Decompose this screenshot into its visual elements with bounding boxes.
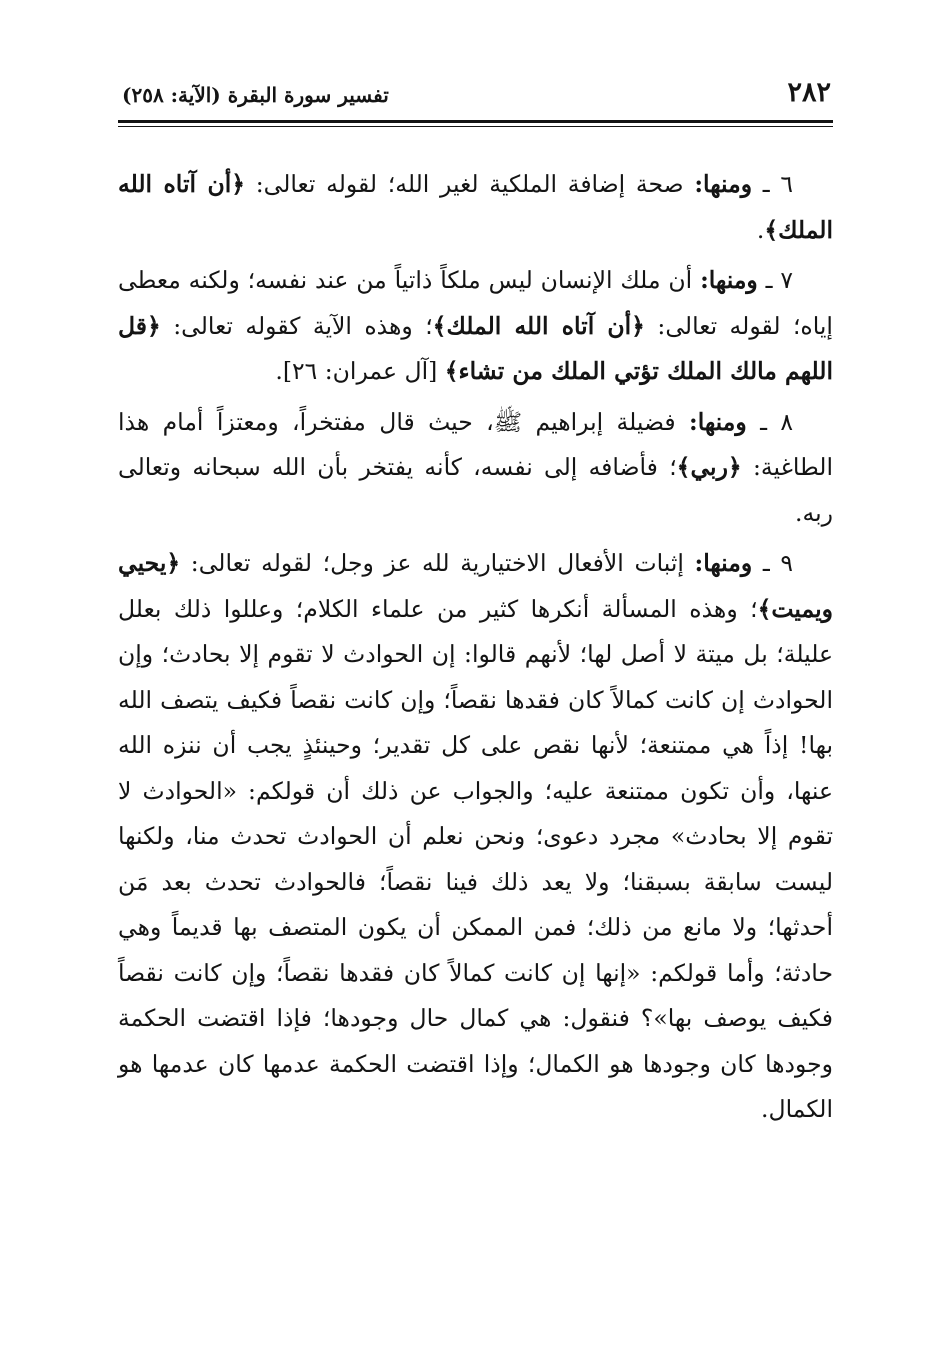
paragraph-text: . bbox=[756, 215, 765, 244]
quran-quote: ﴿ربي﴾ bbox=[676, 453, 742, 481]
paragraph-9 bbox=[118, 541, 833, 1133]
paragraph-lead: ومنها: bbox=[694, 549, 753, 577]
paragraph-8 bbox=[118, 400, 833, 537]
paragraph-text: فضيلة إبراهيم ﷺ، حيث قال مفتخراً، ومعتزاً أمام هذا الطاغية: bbox=[118, 407, 833, 481]
page-number: ٢٨٢ bbox=[787, 77, 831, 108]
paragraph-6 bbox=[118, 162, 833, 253]
paragraph-text: أن ملك الإنسان ليس ملكاً ذاتياً من عند نفسه؛ ولكنه معطى إياه؛ لقوله تعالى: bbox=[118, 266, 833, 340]
quran-quote: ﴿قل اللهم مالك الملك تؤتي الملك من تشاء﴾ bbox=[118, 311, 833, 385]
paragraph-text: ؛ وهذه الآية كقوله تعالى: bbox=[173, 311, 433, 340]
header-rule-secondary bbox=[118, 126, 833, 127]
paragraph-text: إثبات الأفعال الاختيارية لله عز وجل؛ لقوله تعالى: bbox=[190, 549, 684, 577]
paragraph-lead: ومنها: bbox=[694, 170, 753, 198]
paragraph-text: ؛ وهذه المسألة أنكرها كثير من علماء الكلام؛ وعللوا ذلك بعلل عليلة؛ بل ميتة لا أصل لها؛ لأنهم قالوا: إن الحوادث لا تقوم إلا بحادث؛ وإن الحوادث إن كانت كمالاً كان فقدها نقصاً؛ وإن كانت نقصاً فكيف يتصف الله بها! إذاً هي ممتنعة؛ لأنها نقص على كل تقدير؛ وحينئذٍ يجب أن ننزه الله عنها، وأن تكون ممتنعة عليه؛ والجواب عن ذلك أن قولكم: «الحوادث لا تقوم إلا بحادث» مجرد دعوى؛ ونحن نعلم أن الحوادث تحدث منا، ولكنها ليست سابقة بسبقنا؛ ولا يعد ذلك فينا نقصاً؛ فالحوادث تحدث بعد مَن أحدثها؛ ولا مانع من ذلك؛ فمن الممكن أن يكون المتصف بها قديماً وهي حادثة؛ وأما قولكم: «إنها إن كانت كمالاً كان فقدها نقصاً؛ وإن كانت نقصاً فكيف يوصف بها»؟ فنقول: هي كمال حال وجودها؛ فإذا اقتضت الحكمة وجودها كان وجودها هو الكمال؛ وإذا اقتضت الحكمة عدمها كان عدمها هو الكمال. bbox=[118, 594, 833, 1123]
paragraph-text: ؛ فأضافه إلى نفسه، كأنه يفتخر بأن الله سبحانه وتعالى ربه. bbox=[118, 453, 833, 527]
paragraph-number: ٧ ـ bbox=[765, 266, 793, 294]
paragraph-7 bbox=[118, 258, 833, 395]
paragraph-lead: ومنها: bbox=[689, 407, 747, 436]
paragraph-lead: ومنها: bbox=[700, 266, 758, 294]
citation: [آل عمران: ٢٦]. bbox=[275, 357, 438, 385]
paragraph-number: ٩ ـ bbox=[762, 549, 793, 577]
book-page bbox=[118, 76, 833, 1306]
quran-quote: ﴿أن آتاه الله الملك﴾ bbox=[118, 170, 833, 244]
page-body bbox=[118, 162, 833, 1138]
paragraph-number: ٦ ـ bbox=[762, 170, 793, 198]
running-header bbox=[118, 76, 833, 110]
paragraph-number: ٨ ـ bbox=[760, 407, 793, 436]
header-title: تفسير سورة البقرة (الآية: ٢٥٨) bbox=[122, 83, 389, 107]
header-rule bbox=[118, 120, 833, 123]
paragraph-text: صحة إضافة الملكية لغير الله؛ لقوله تعالى: bbox=[255, 170, 684, 198]
quran-quote: ﴿يحيي ويميت﴾ bbox=[118, 549, 833, 623]
quran-quote: ﴿أن آتاه الله الملك﴾ bbox=[432, 311, 645, 340]
